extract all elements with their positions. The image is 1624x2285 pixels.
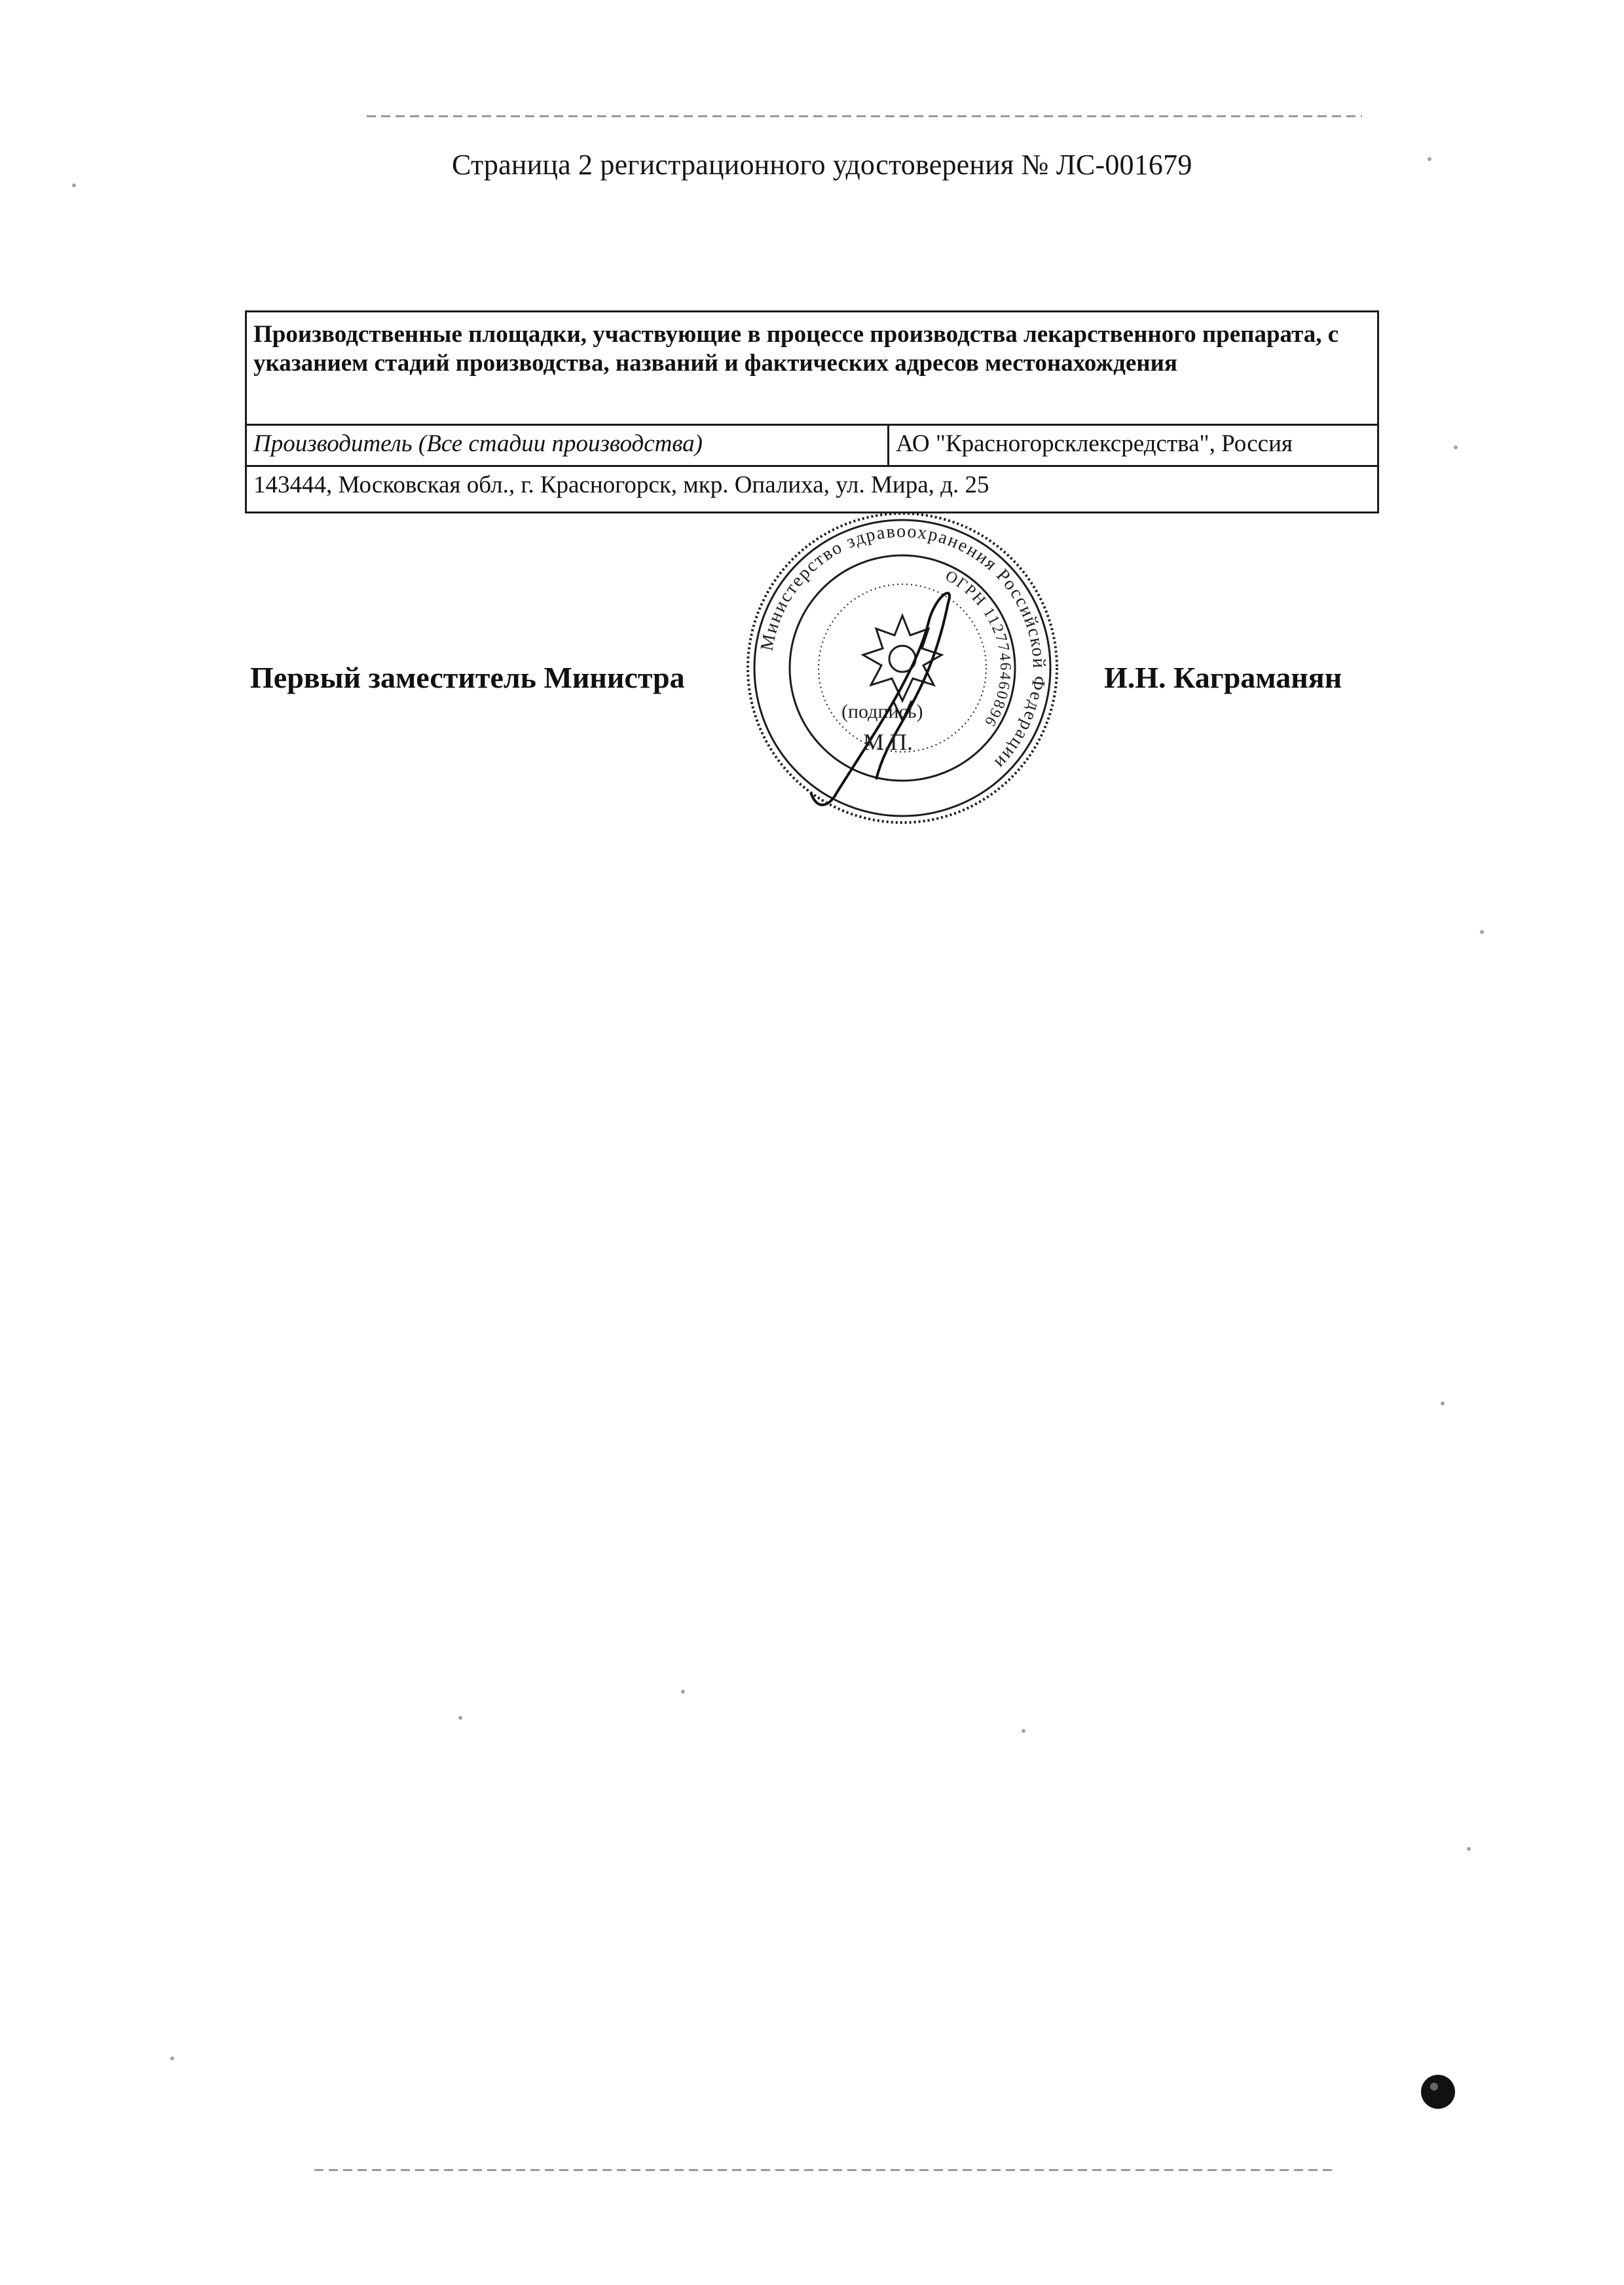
- table-title-cell: Производственные площадки, участвующие в процессе производства лекарственного препарата, с указанием стадий производства, названий и фактических адресов местонахождения: [246, 312, 1378, 425]
- scan-speckle: [1467, 1847, 1471, 1851]
- page-header: Страница 2 регистрационного удостоверения № ЛС-001679: [452, 149, 1192, 181]
- scan-speckle: [72, 183, 76, 187]
- production-sites-table: [245, 310, 1379, 513]
- seal-inner-text: ОГРН 1127746460896: [942, 567, 1014, 730]
- scan-artifact-bottom: [314, 2169, 1336, 2171]
- svg-text:ОГРН 1127746460896: [942, 567, 1014, 730]
- scan-speckle: [1480, 930, 1484, 934]
- manufacturer-role-cell: Производитель (Все стадии производства): [246, 425, 889, 466]
- manufacturer-company-cell: АО "Красногорсклексредства", Россия: [889, 425, 1378, 466]
- signature-caption: (подпись): [841, 701, 923, 722]
- scan-hole-mark: [1420, 2073, 1456, 2110]
- scan-speckle: [1428, 157, 1431, 161]
- scan-artifact-top: [367, 115, 1362, 117]
- scan-speckle: [1454, 445, 1458, 449]
- scan-speckle: [681, 1690, 685, 1694]
- scan-speckle: [1022, 1729, 1025, 1733]
- scan-speckle: [170, 2056, 174, 2060]
- stamp-place-label: М.П.: [863, 729, 913, 755]
- handwritten-signature: [811, 593, 950, 805]
- signatory-title: Первый заместитель Министра: [250, 661, 685, 694]
- scan-speckle: [1441, 1402, 1445, 1405]
- official-seal-stamp: [739, 504, 1066, 832]
- scan-speckle: [458, 1716, 462, 1720]
- seal-outer-text: Министерство здравоохранения Российской Федерации: [756, 521, 1050, 774]
- signatory-name: И.Н. Каграманян: [1104, 661, 1342, 694]
- manufacturer-address-cell: 143444, Московская обл., г. Красногорск, мкр. Опалиха, ул. Мира, д. 25: [246, 466, 1378, 513]
